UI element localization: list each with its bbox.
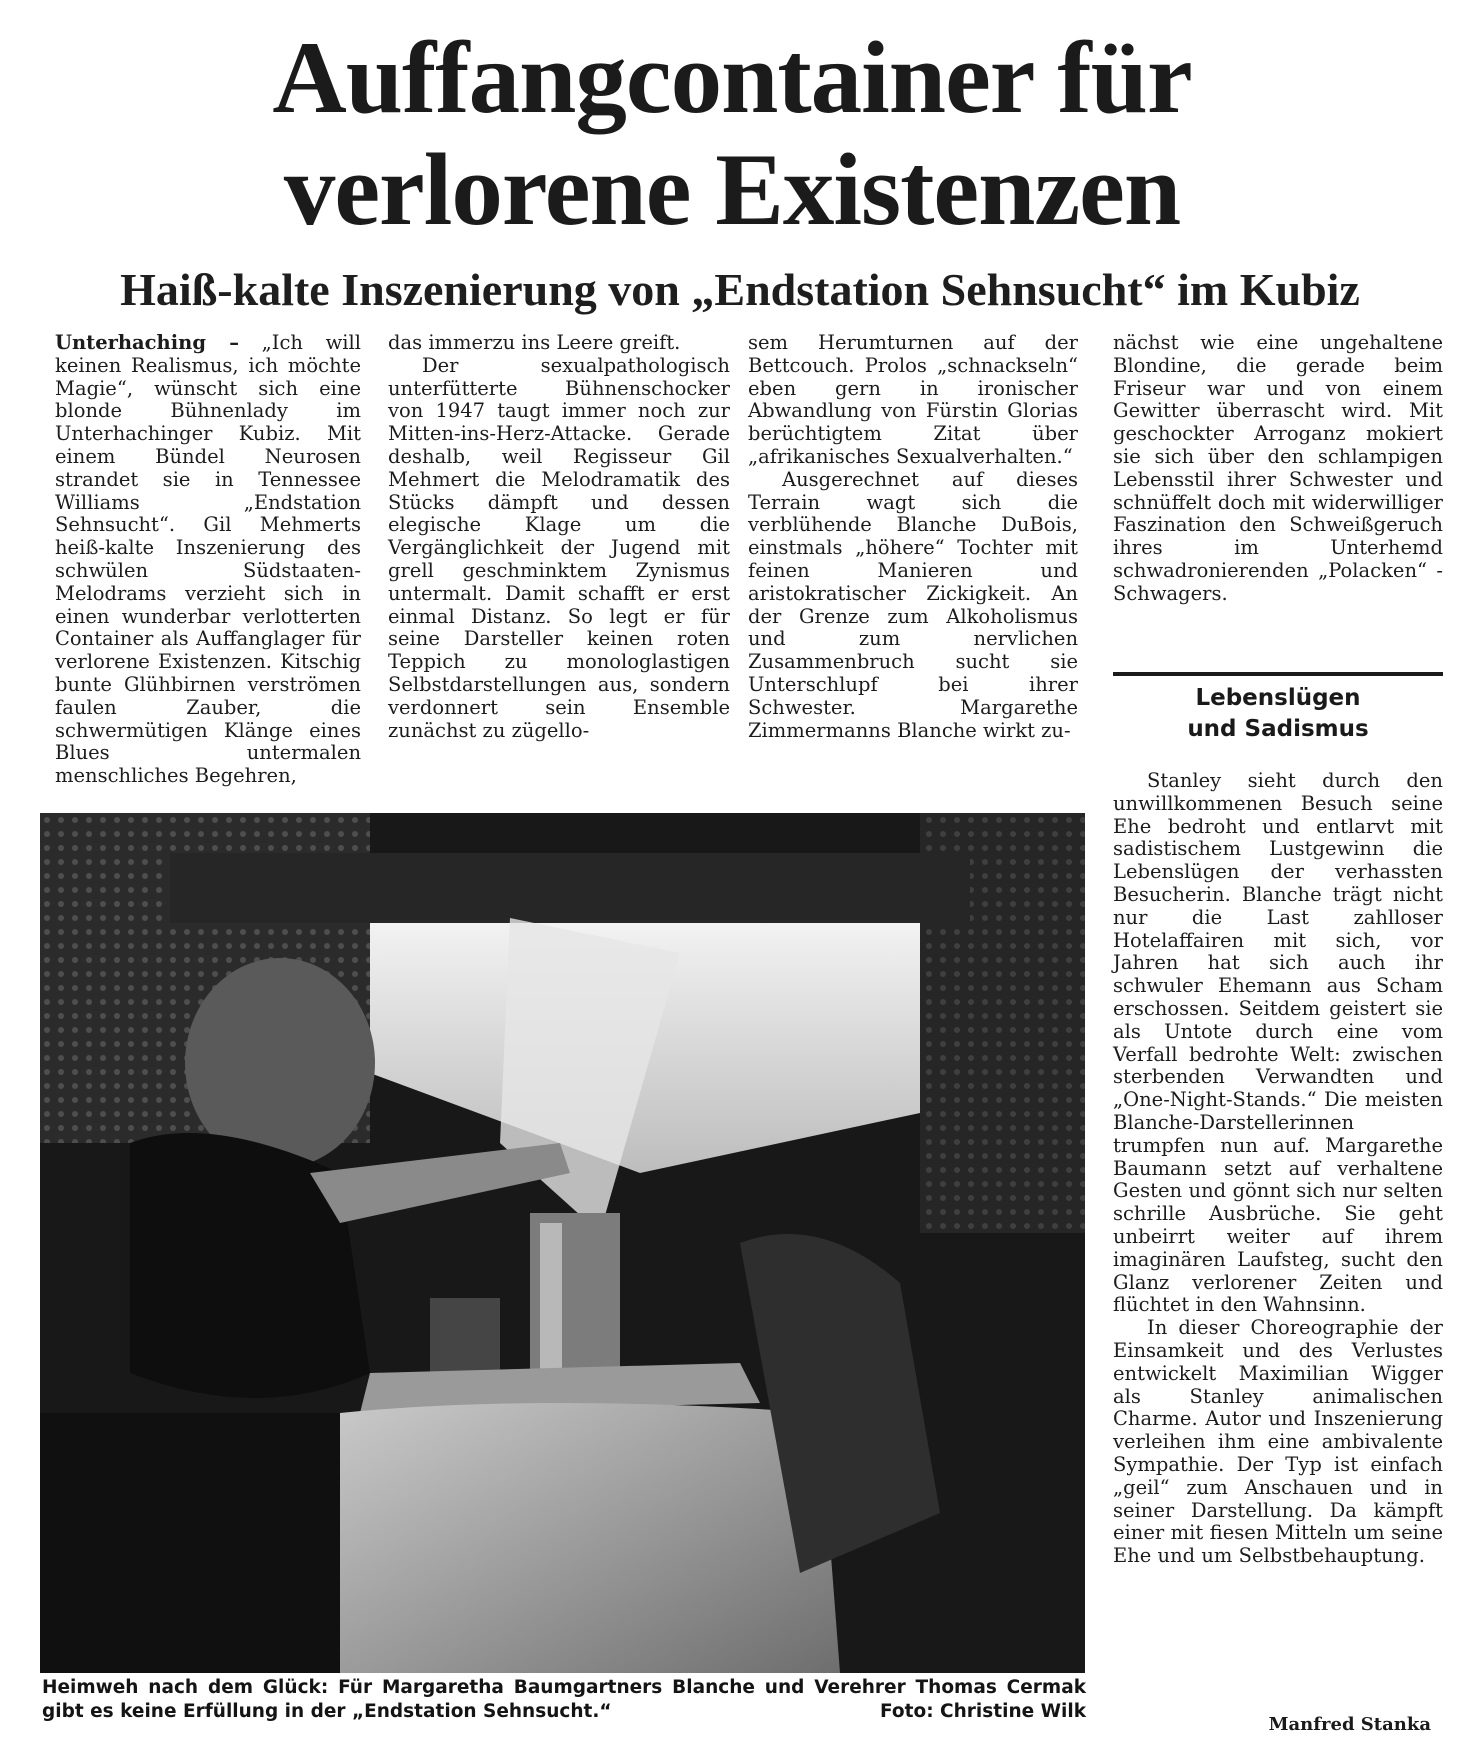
section-subheading: [1113, 683, 1443, 745]
article-paragraph: Stanley sieht durch den unwillkommenen Besuch seine Ehe bedroht und entlarvt mit sadistischem Lustgewinn die Lebenslügen der verhassten Besucherin. Blanche trägt nicht nur die Last zahlloser Hotelaffairen mit sich, vor Jahren hat sich auch ihr schwuler Ehemann aus Scham erschossen. Seitdem geistert sie als Untote durch eine vom Verfall bedrohte Welt: zwischen sterbenden Verwandten und „One-Night-Stands.“ Die meisten Blanche-Darstellerinnen trumpfen nun auf. Margarethe Baumann setzt auf verhaltene Gesten und gönnt sich nur selten schrille Ausbrüche. Sie geht unbeirrt weiter auf ihrem imaginären Laufsteg, sucht den Glanz verlorener Zeiten und flüchtet in den Wahnsinn.: [1113, 769, 1443, 1317]
article-paragraph: sem Herumturnen auf der Bettcouch. Prolos „schnackseln“ eben gern in ironischer Abwandlung von Fürstin Glorias berüchtigtem Zitat über „afrikanisches Sexualverhalten.“: [748, 331, 1078, 468]
article-paragraph: [55, 332, 361, 788]
headline-line-1: Auffangcontainer für: [272, 21, 1192, 135]
stage-photo-illustration: [40, 813, 1085, 1673]
dateline: Unterhaching –: [55, 331, 239, 354]
article-column-4: [1113, 332, 1443, 606]
article-paragraph: In dieser Choreographie der Einsamkeit und des Verlustes entwickelt Maximilian Wigger als Stanley animalischen Charme. Autor und Inszenierung verleihen ihm eine ambivalente Sympathie. Der Typ ist einfach „geil“ zum Anschauen und in seiner Darstellung. Da kämpft einer mit fiesen Mitteln um seine Ehe und um Selbstbehauptung.: [1113, 1316, 1443, 1568]
stage-photo: [40, 813, 1085, 1673]
article-paragraph: Ausgerechnet auf dieses Terrain wagt sich die verblühende Blanche DuBois, einstmals „höhere“ Tochter mit feinen Manieren und aristokratischer Zickigkeit. An der Grenze zum Alkoholismus und zum nervlichen Zusammenbruch sucht sie Unterschlupf bei ihrer Schwester. Margarethe Zimmermanns Blanche wirkt zu-: [748, 467, 1078, 742]
photo-credit: Foto: Christine Wilk: [880, 1701, 1086, 1722]
article-column-1: [55, 332, 361, 788]
article-paragraph: nächst wie eine ungehaltene Blondine, die gerade beim Friseur war und von einem Gewitter überrascht wird. Mit geschockter Arroganz mokiert sie sich über den schlampigen Lebensstil ihrer Schwester und schnüffelt doch mit widerwilliger Faszination den Schweißgeruch ihres im Unterhemd schwadronierenden „Polacken“ -Schwagers.: [1113, 331, 1443, 605]
headline: [0, 22, 1464, 246]
caption-text: Heimweh nach dem Glück: Für Margaretha Baumgartners Blanche und Verehrer Thomas Cermak gibt es keine Erfüllung in der „Endstation Sehnsucht.“: [42, 1677, 1086, 1722]
photo-caption: [42, 1676, 1086, 1724]
article-column-2: [388, 332, 730, 742]
headline-line-2: verlorene Existenzen: [283, 133, 1181, 247]
article-paragraph: Der sexualpathologisch unterfütterte Bühnenschocker von 1947 taugt immer noch zur Mitten-ins-Herz-Attacke. Gerade deshalb, weil Regisseur Gil Mehmert die Melodramatik des Stücks dämpft und dessen elegische Klage um die Vergänglichkeit der Jugend mit grell geschminktem Zynismus untermalt. Damit schafft er erst einmal Distanz. So legt er für seine Darsteller keinen roten Teppich zu monologlastigen Selbstdarstellungen aus, sondern verdonnert sein Ensemble zunächst zu zügello-: [388, 353, 730, 742]
subheadline: Haiß-kalte Inszenierung von „Endstation Sehnsucht“ im Kubiz: [120, 264, 1360, 315]
section-subheading-line-1: Lebenslügen: [1195, 685, 1361, 711]
article-paragraph: das immerzu ins Leere greift.: [388, 331, 681, 354]
author-byline: Manfred Stanka: [1268, 1714, 1431, 1735]
section-subheading-line-2: und Sadismus: [1187, 716, 1369, 742]
article-column-3: [748, 332, 1078, 742]
article-column-5: [1113, 770, 1443, 1568]
paragraph-text: „Ich will keinen Realismus, ich möchte Magie“, wünscht sich eine blonde Bühnenlady im Unterhachinger Kubiz. Mit einem Bündel Neurosen strandet sie in Tennessee Williams „Endstation Sehnsucht“. Gil Mehmerts heiß-kalte Inszenierung des schwülen Südstaaten-Melodrams verzieht sich in einen wunderbar verlotterten Container als Auffanglager für verlorene Existenzen. Kitschig bunte Glühbirnen verströmen faulen Zauber, die schwermütigen Klänge eines Blues untermalen menschliches Begehren,: [55, 331, 361, 788]
section-divider: [1113, 672, 1443, 676]
